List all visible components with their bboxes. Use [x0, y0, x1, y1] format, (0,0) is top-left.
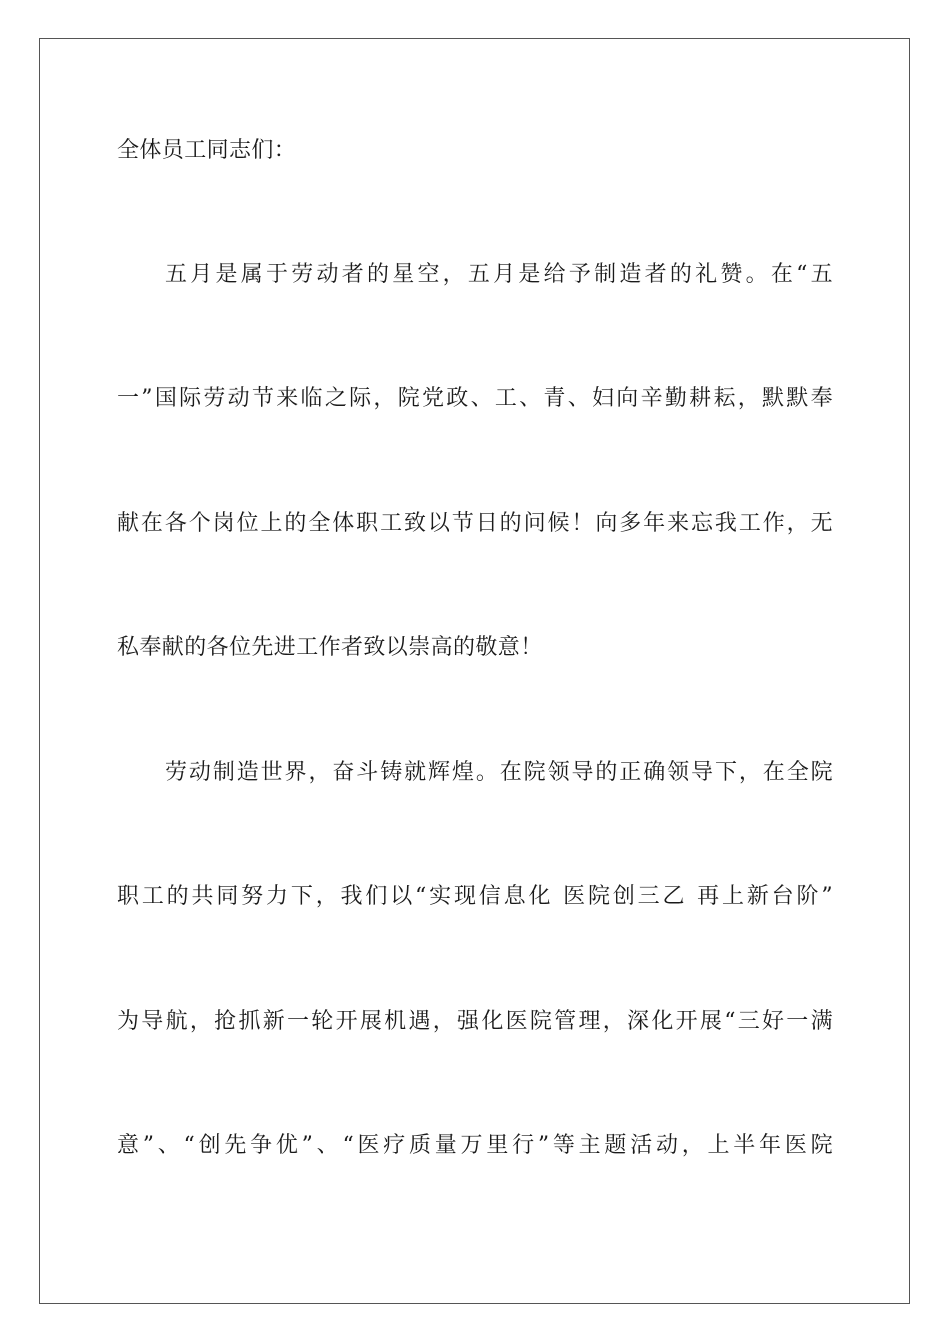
paragraph-2-line-2: 职工的共同努力下，我们以“实现信息化 医院创三乙 再上新台阶” [117, 884, 833, 909]
paragraph-1-line-2: 一”国际劳动节来临之际，院党政、工、青、妇向辛勤耕耘，默默奉 [117, 386, 833, 411]
page-border [39, 38, 910, 1304]
paragraph-2-line-4: 意”、“创先争优”、“医疗质量万里行”等主题活动，上半年医院 [117, 1133, 833, 1158]
paragraph-2-line-3: 为导航，抢抓新一轮开展机遇，强化医院管理，深化开展“三好一满 [117, 1009, 833, 1034]
salutation: 全体员工同志们： [117, 138, 297, 163]
paragraph-2-line-1: 劳动制造世界，奋斗铸就辉煌。在院领导的正确领导下，在全院 [165, 760, 833, 785]
paragraph-1-line-3: 献在各个岗位上的全体职工致以节日的问候！向多年来忘我工作，无 [117, 511, 833, 536]
paragraph-1-line-4: 私奉献的各位先进工作者致以崇高的敬意！ [117, 635, 543, 660]
paragraph-1-line-1: 五月是属于劳动者的星空，五月是给予制造者的礼赞。在“五 [165, 262, 833, 287]
